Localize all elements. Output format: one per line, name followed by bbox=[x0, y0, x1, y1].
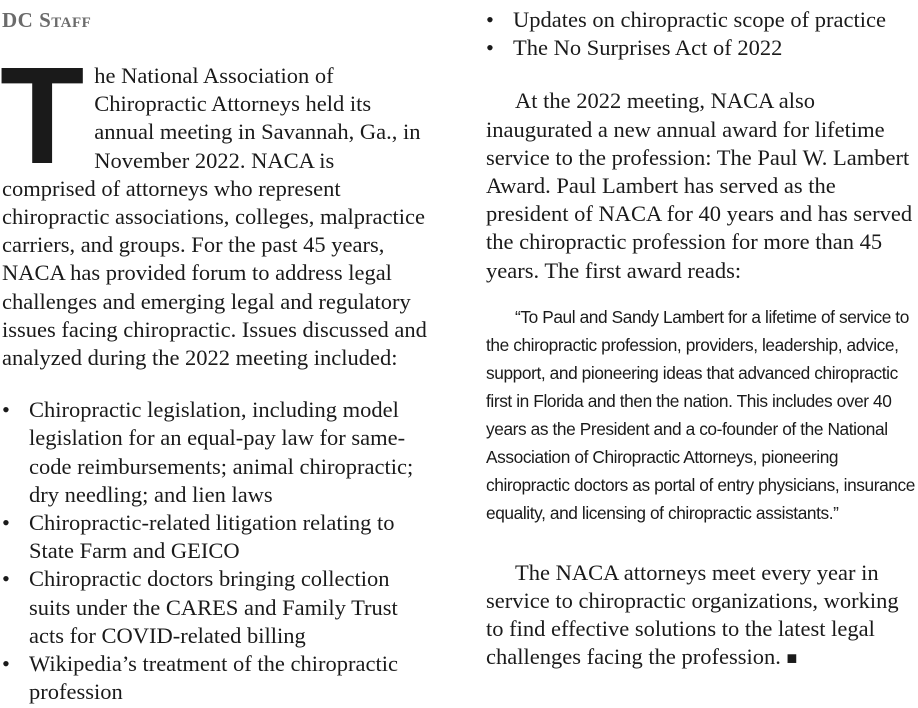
drop-cap: T bbox=[0, 39, 85, 193]
left-column bbox=[0, 39, 427, 706]
closing-text: The NACA attorneys meet every year in service to chiropractic organizations, working to find effective solutions to the latest legal challenges facing the profession. bbox=[486, 559, 899, 670]
issues-list-continued bbox=[486, 6, 916, 62]
award-paragraph: At the 2022 meeting, NACA also inaugurated a new annual award for lifetime service to the profession: The Paul W. Lambert Award. Paul Lambert has served as the president of NACA for 40 years and has served the chiropractic profession for more than 45 years. The first award reads: bbox=[486, 88, 913, 283]
bullet-icon: • bbox=[2, 651, 10, 677]
intro-paragraph bbox=[0, 39, 427, 372]
list-item: • Chiropractic legislation, including model legislation for an equal-pay law for same-code reimbursements; animal chiropractic; dry needling; and lien laws bbox=[2, 397, 414, 507]
bullet-icon: • bbox=[2, 397, 10, 423]
bullet-icon: • bbox=[2, 566, 10, 592]
list-item: • Chiropractic doctors bringing collection suits under the CARES and Family Trust acts for COVID-related billing bbox=[2, 566, 398, 648]
list-item: • Wikipedia’s treatment of the chiropractic profession bbox=[2, 651, 398, 705]
closing-paragraph bbox=[486, 559, 916, 673]
issues-list bbox=[2, 396, 427, 706]
award-quote: “To Paul and Sandy Lambert for a lifetime of service to the chiropractic profession, providers, leadership, advice, support, and pioneering ideas that advanced chiropractic first in Florida and then the nation. This includes over 40 years as the President and a co-founder of the National Association of Chiropractic Attorneys, pioneering chiropractic doctors as portal of entry physicians, insurance equality, and licensing of chiropractic assistants.” bbox=[486, 306, 915, 524]
bullet-icon: • bbox=[2, 510, 10, 536]
list-item: • Chiropractic-related litigation relating to State Farm and GEICO bbox=[2, 510, 395, 564]
end-mark-icon: ■ bbox=[786, 648, 798, 669]
byline: DC Staff bbox=[2, 8, 92, 32]
list-item: • The No Surprises Act of 2022 bbox=[486, 34, 916, 62]
list-item: • Updates on chiropractic scope of practice bbox=[486, 6, 916, 34]
bullet-icon: • bbox=[486, 7, 494, 32]
bullet-icon: • bbox=[486, 35, 494, 61]
intro-text: he National Association of Chiropractic Attorneys held its annual meeting in Savannah, Ga., in November 2022. NACA is comprised of attorneys who represent chiropractic associations, colleges, malpractice carriers, and groups. For the past 45 years, NACA has provided forum to address legal challenges and emerging legal and regulatory issues facing chiropractic. Issues discussed and analyzed during the 2022 meeting included: bbox=[2, 63, 427, 371]
right-column bbox=[486, 6, 916, 672]
